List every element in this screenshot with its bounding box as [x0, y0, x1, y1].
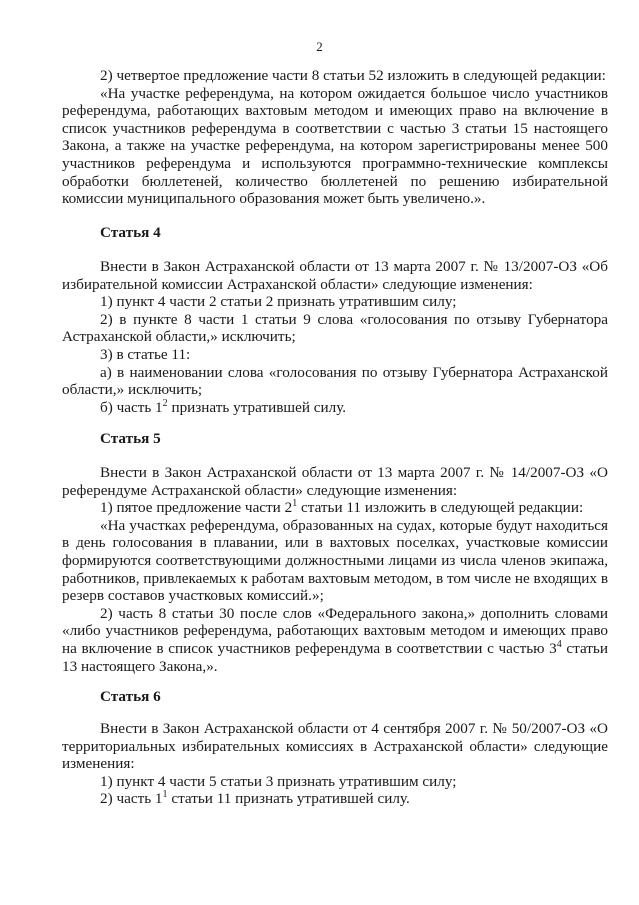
- article-6-paragraph-2: 1) пункт 4 части 5 статьи 3 признать утратившим силу;: [100, 772, 457, 790]
- article-6-heading: Статья 6: [100, 688, 161, 705]
- article-4-heading: Статья 4: [100, 224, 161, 241]
- intro-paragraph-1: 2) четвертое предложение части 8 статьи 52 изложить в следующей редакции:: [100, 67, 606, 84]
- page-number: 2: [316, 39, 323, 54]
- article-4-paragraph-4: 3) в статье 11:: [100, 345, 191, 363]
- article-5-paragraph-2: 1) пятое предложение части $2^1$ статьи 11 изложить в следующей редакции:: [100, 498, 584, 517]
- article-4-paragraph-1: Внести в Закон Астраханской области от 13 марта 2007 г. № 13/2007-ОЗ «Об избирательной комиссии Астраханской области» следующие изменения:: [62, 258, 608, 293]
- article-5-paragraph-3: «На участках референдума, образованных на судах, которые будут находиться в день голосования в плавании, или в вахтовых поселках, участковые комиссии формируются соответствующими должностными лицами из числа членов экипажа, работников, привлекаемых к работам вахтовым методом, в том числе не входящих в резерв составов участковых комиссий.»;: [62, 516, 608, 605]
- article-6-body: [62, 720, 608, 808]
- article-4-paragraph-5: а) в наименовании слова «голосования по отзыву Губернатора Астраханской области,» исключить;: [62, 363, 608, 399]
- article-4-paragraph-6: б) часть $1^2$ признать утратившей силу.: [100, 397, 347, 416]
- intro-paragraph-2: «На участке референдума, на котором ожидается большое число участников референдума, работающих вахтовым методом и имеющих право на включение в список участников референдума в соответствии с частью 3 статьи 15 настоящего Закона, а также на участке референдума, на котором зарегистрированы менее 500 участников референдума и используются программно-технические комплексы обработки бюллетеней, количество бюллетеней по решению избирательной комиссии муниципального образования может быть увеличено.».: [62, 84, 608, 208]
- article-4-paragraph-2: 1) пункт 4 части 2 статьи 2 признать утратившим силу;: [100, 293, 457, 311]
- article-6-paragraph-1: Внести в Закон Астраханской области от 4 сентября 2007 г. № 50/2007-ОЗ «О территориальных избирательных комиссиях в Астраханской области» следующие изменения:: [62, 720, 608, 773]
- article-4-paragraph-3: 2) в пункте 8 части 1 статьи 9 слова «голосования по отзыву Губернатора Астраханской области,» исключить;: [62, 310, 608, 346]
- intro-block: [62, 67, 608, 208]
- article-5-paragraph-1: Внести в Закон Астраханской области от 13 марта 2007 г. № 14/2007-ОЗ «О референдуме Астраханской области» следующие изменения:: [62, 464, 608, 499]
- article-4-body: [62, 258, 608, 416]
- article-6-paragraph-3: 2) часть $1^1$ статьи 11 признать утратившей силу.: [100, 789, 410, 808]
- article-5-body: [62, 464, 608, 675]
- article-5-heading: Статья 5: [100, 430, 161, 447]
- article-5-paragraph-4: 2) часть 8 статьи 30 после слов «Федерального закона,» дополнить словами «либо участников референдума, работающих вахтовым методом и имеющих право на включение в список участников референдума в соответствии с частью $3^4$ статьи 13 настоящего Закона,».: [62, 604, 608, 675]
